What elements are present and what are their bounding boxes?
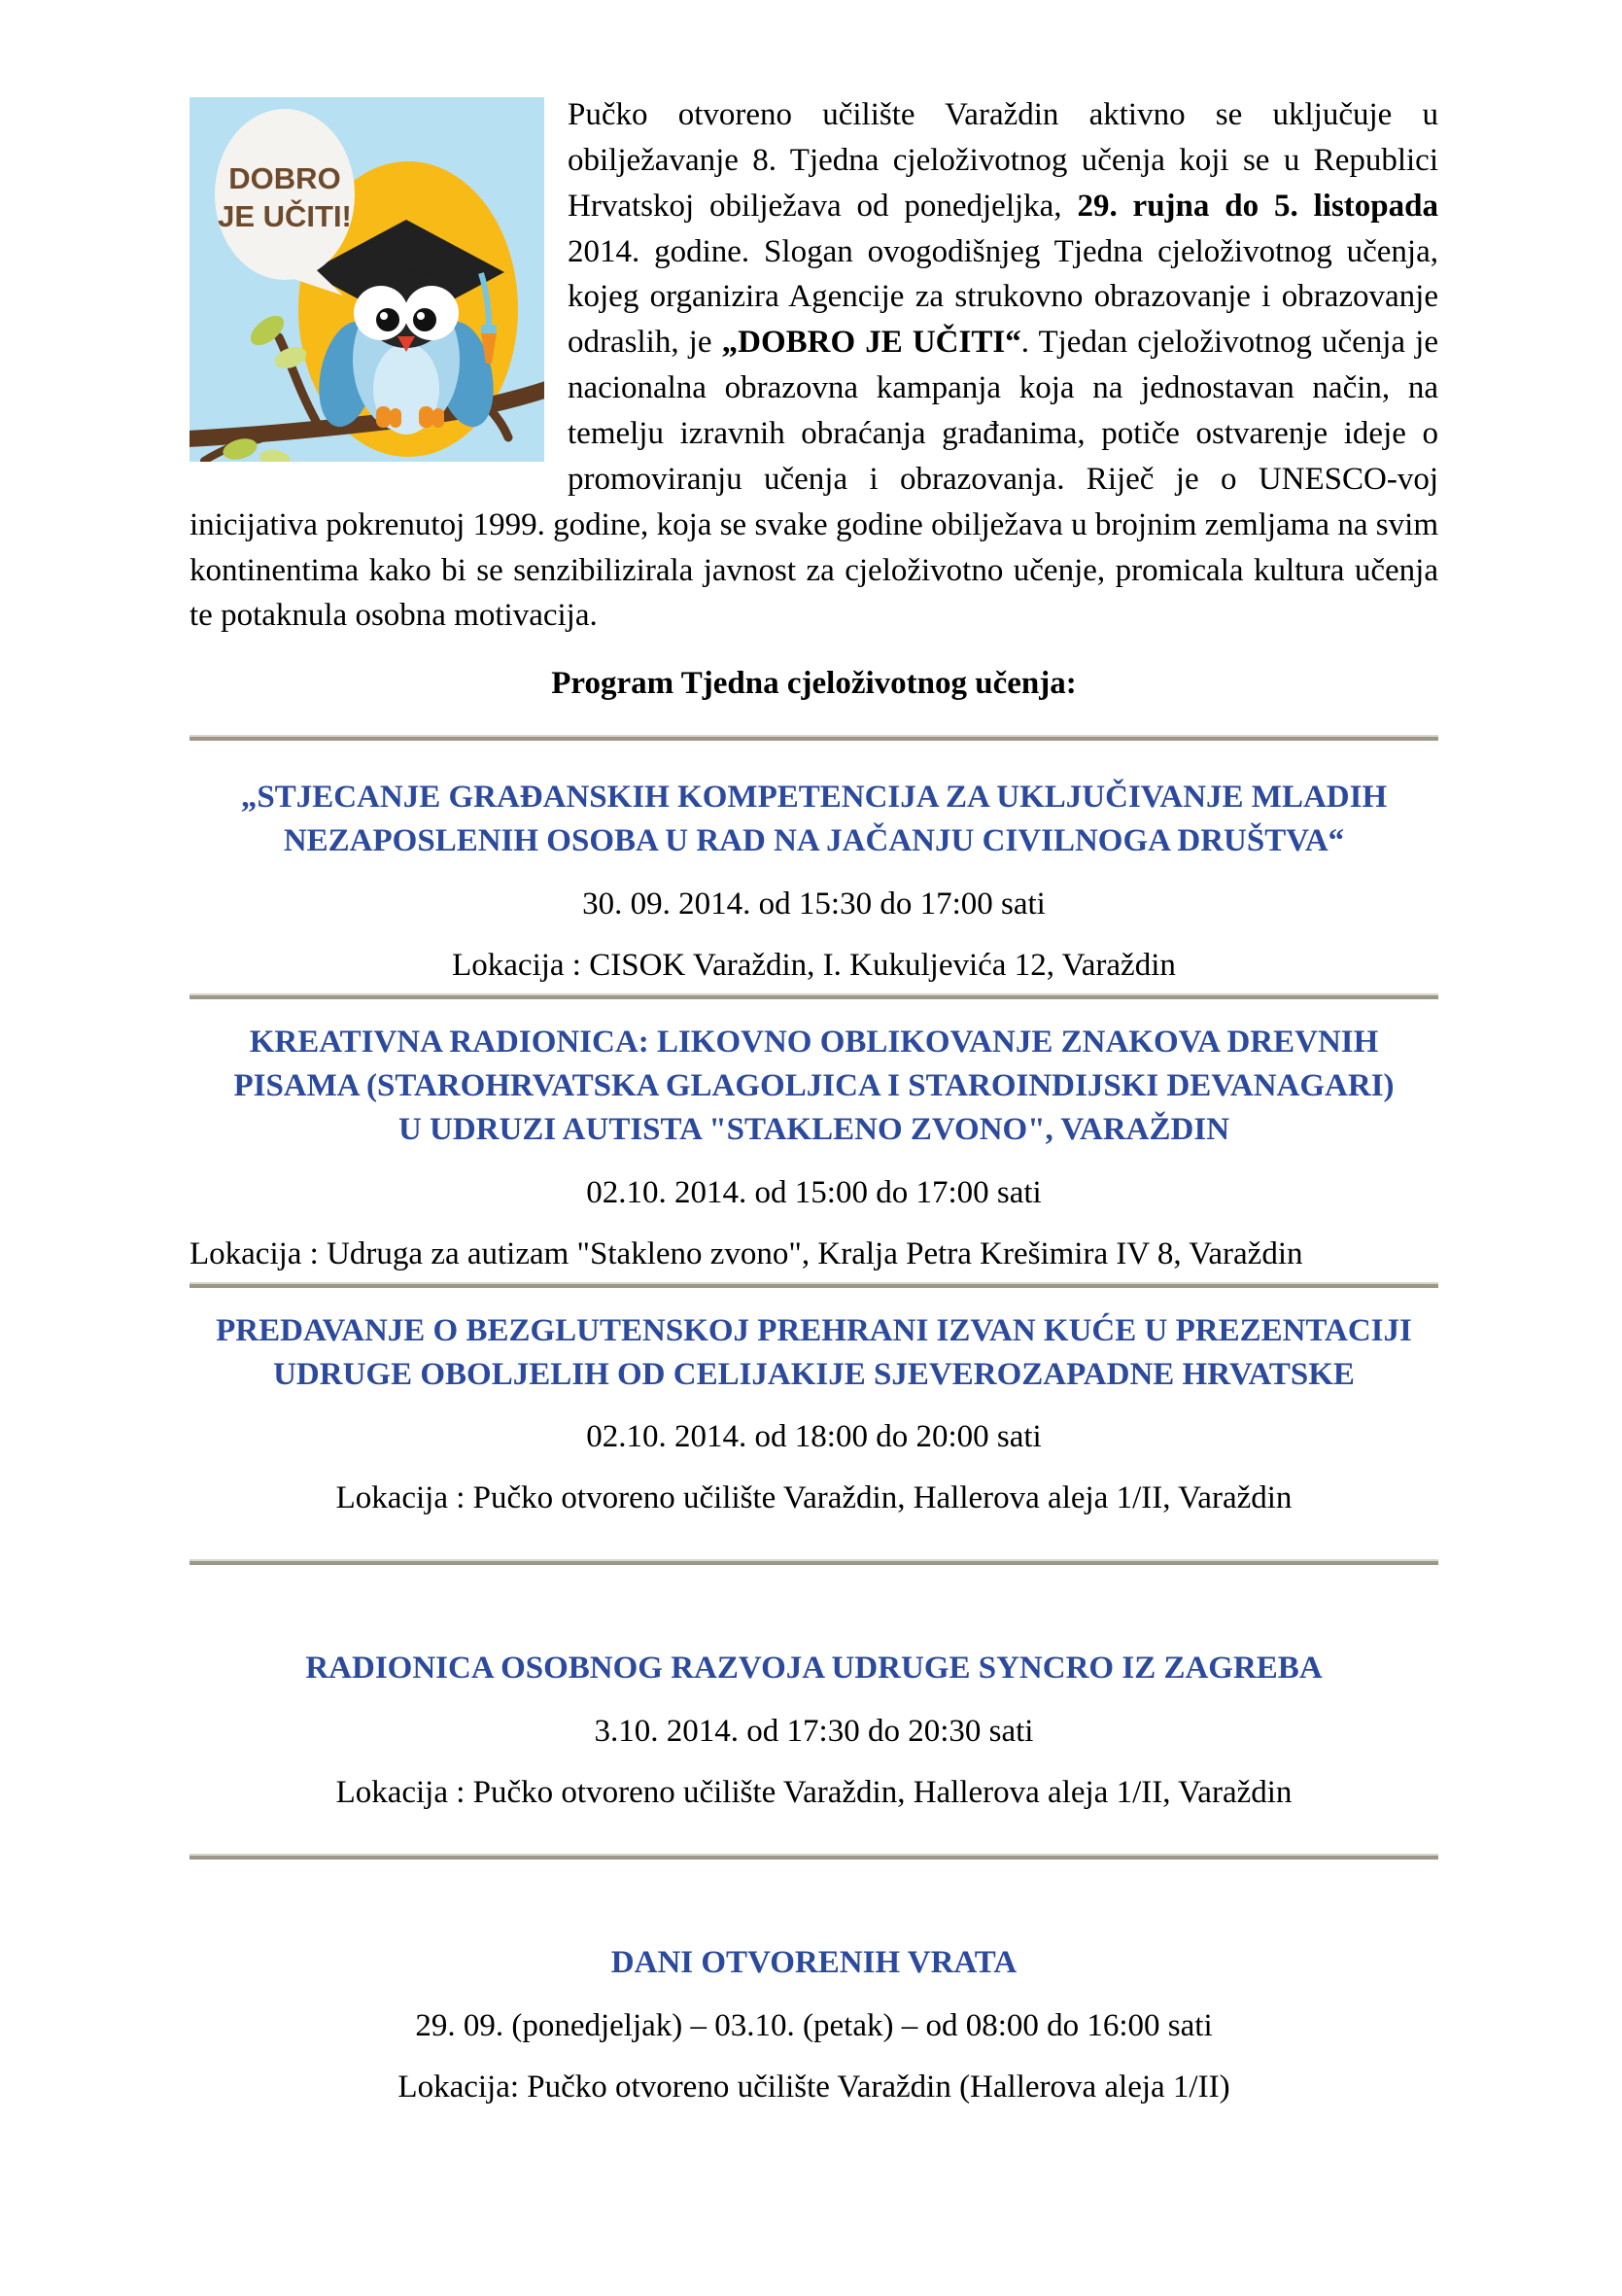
section-divider bbox=[190, 735, 1438, 741]
event-section-5 bbox=[190, 1941, 1438, 2105]
event-title bbox=[190, 1309, 1438, 1397]
event-title-line: U UDRUZI AUTISTA "STAKLENO ZVONO", VARAŽDIN bbox=[397, 1111, 1230, 1147]
event-title bbox=[190, 1647, 1438, 1690]
event-title-line: PREDAVANJE O BEZGLUTENSKOJ PREHRANI IZVAN KUĆE U PREZENTACIJI bbox=[216, 1312, 1412, 1348]
section-divider bbox=[190, 1282, 1438, 1288]
event-location: Lokacija : CISOK Varaždin, I. Kukuljevića 12, Varaždin bbox=[452, 948, 1176, 984]
intro-section bbox=[190, 92, 1438, 639]
section-divider bbox=[190, 1559, 1438, 1565]
section-divider bbox=[190, 1854, 1438, 1860]
event-title bbox=[190, 1021, 1438, 1152]
event-title bbox=[190, 776, 1438, 863]
section-divider bbox=[190, 993, 1438, 999]
event-date: 29. 09. (ponedjeljak) – 03.10. (petak) – od 08:00 do 16:00 sati bbox=[415, 2008, 1213, 2044]
intro-text-part2: 2014. godine. Slogan ovogodišnjeg Tjedna cjeloživotnog učenja, kojeg organizira Agencije za strukovno obrazovanje i obrazovanje odraslih, je bbox=[568, 233, 1438, 361]
event-date: 02.10. 2014. od 15:00 do 17:00 sati bbox=[586, 1174, 1042, 1210]
speech-bubble-text-line1: DOBRO bbox=[228, 161, 341, 195]
event-location: Lokacija : Pučko otvoreno učilište Varaždin, Hallerova aleja 1/II, Varaždin bbox=[335, 1480, 1293, 1516]
owl-illustration-svg bbox=[190, 97, 544, 462]
owl-pupil-left bbox=[376, 308, 399, 331]
event-section-4 bbox=[190, 1647, 1438, 1811]
owl-pupil-right bbox=[413, 308, 436, 331]
event-title-line: RADIONICA OSOBNOG RAZVOJA UDRUGE SYNCRO IZ ZAGREBA bbox=[305, 1651, 1323, 1687]
event-location: Lokacija : Udruga za autizam "Stakleno zvono", Kralja Petra Krešimira IV 8, Varaždin bbox=[190, 1235, 1303, 1271]
event-title-line: PISAMA (STAROHRVATSKA GLAGOLJICA I STAROINDIJSKI DEVANAGARI) bbox=[233, 1067, 1395, 1103]
intro-bold-dates: 29. rujna do 5. listopada bbox=[1077, 188, 1438, 224]
owl-eye-glint-left bbox=[380, 312, 388, 320]
event-section-1 bbox=[190, 776, 1438, 984]
event-title-line: UDRUGE OBOLJELIH OD CELIJAKIJE SJEVEROZAPADNE HRVATSKE bbox=[273, 1356, 1355, 1392]
event-section-2 bbox=[190, 1021, 1438, 1272]
event-title-line: „STJECANJE GRAĐANSKIH KOMPETENCIJA ZA UKLJUČIVANJE MLADIH bbox=[240, 780, 1388, 816]
event-date: 30. 09. 2014. od 15:30 do 17:00 sati bbox=[582, 887, 1046, 922]
program-heading: Program Tjedna cjeloživotnog učenja: bbox=[551, 666, 1077, 702]
event-title bbox=[190, 1941, 1438, 1985]
event-location: Lokacija : Pučko otvoreno učilište Varaždin, Hallerova aleja 1/II, Varaždin bbox=[335, 1775, 1293, 1811]
intro-text-part3: . Tjedan cjeloživotnog učenja je nacionalna obrazovna kampanja koja na jednostavan način, na temelju izravnih obraćanja građanima, potiče ostvarenje ideje o promoviranju učenja i obrazovanja. Riječ je o UNESCO-voj inicijativa pokrenutoj 1999. godine, koja se svake godine obilježava u brojnim zemljama na svim kontinentima kako bi se senzibilizirala javnost za cjeloživotno učenje, promicala kultura učenja te potaknula osobna motivacija. bbox=[190, 325, 1438, 634]
event-section-3 bbox=[190, 1309, 1438, 1517]
event-title-line: KREATIVNA RADIONICA: LIKOVNO OBLIKOVANJE ZNAKOVA DREVNIH bbox=[249, 1025, 1379, 1061]
event-title-line: DANI OTVORENIH VRATA bbox=[610, 1945, 1018, 1981]
owl-eye-glint-right bbox=[417, 312, 425, 320]
event-date: 02.10. 2014. od 18:00 do 20:00 sati bbox=[586, 1419, 1042, 1455]
event-location: Lokacija: Pučko otvoreno učilište Varaždin (Hallerova aleja 1/II) bbox=[397, 2070, 1230, 2105]
intro-text-part1: Pučko otvoreno učilište Varaždin aktivno se uključuje u obilježavanje 8. Tjedna cjeloživotnog učenja koji se u Republici Hrvatskoj obilježava od ponedjeljka, bbox=[568, 97, 1438, 224]
intro-bold-slogan: „DOBRO JE UČITI“ bbox=[721, 325, 1021, 361]
owl-illustration bbox=[190, 97, 544, 462]
event-title-line: NEZAPOSLENIH OSOBA U RAD NA JAČANJU CIVILNOGA DRUŠTVA“ bbox=[283, 823, 1345, 859]
event-date: 3.10. 2014. od 17:30 do 20:30 sati bbox=[594, 1714, 1034, 1750]
speech-bubble-text-line2: JE UČITI! bbox=[218, 199, 352, 233]
